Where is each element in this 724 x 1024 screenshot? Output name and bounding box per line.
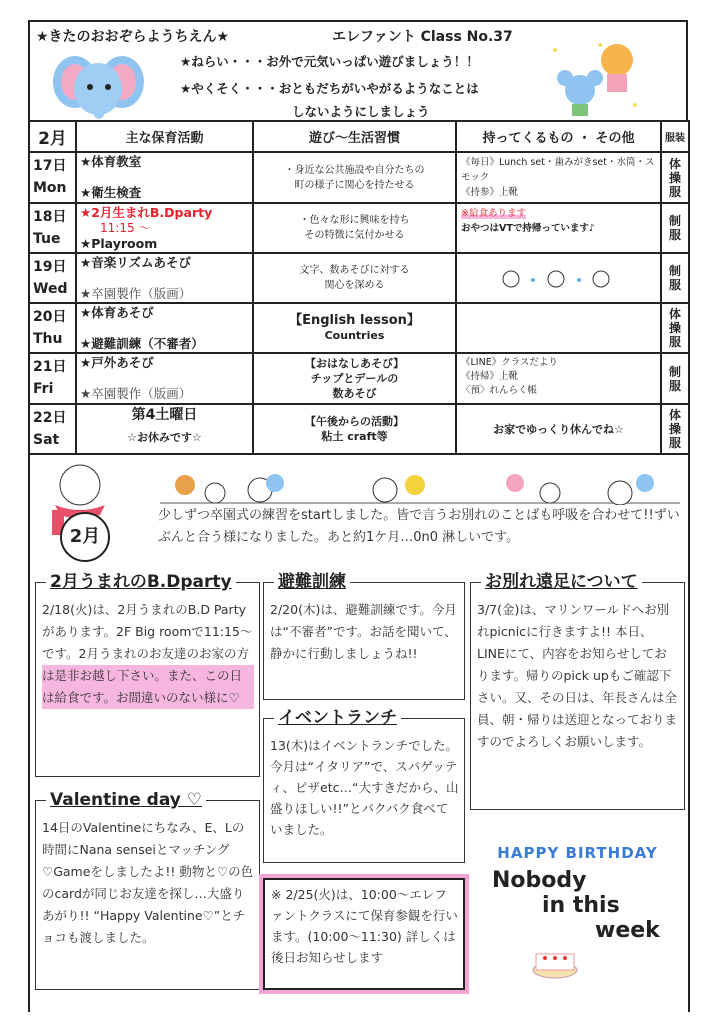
english-lesson-label: 【English lesson】 (289, 313, 420, 328)
promise-text-cont: しないようにしましょう (292, 104, 430, 119)
birthday-line-1: Nobody (492, 868, 587, 893)
activity: ★音楽リズムあそび (80, 255, 191, 270)
card-body: 3/7(金)は、マリンワールドへお別れpicnicに行きますよ!! 本日、LINEにて、内容をお知らせしております。帰りのpick upもご確認下さい。又、その日は、年長さんは全員、朝・帰りは送迎となっておりますのでよろしくお願いします。 (477, 602, 678, 749)
table-row (29, 253, 689, 303)
clothing: 制服 (669, 364, 682, 393)
card-body: ※ 2/25(火)は、10:00～エレファントクラスにて保育参観を行います。(10:00～11:30) 詳しくは後日お知らせします (271, 887, 458, 965)
card-title: 避難訓練 (274, 571, 350, 593)
date-cell (29, 353, 76, 404)
activity: ☆お休みです☆ (127, 431, 202, 444)
mouse-squirrel-illustration (545, 30, 645, 120)
clothing: 制服 (669, 214, 682, 242)
activity: ★避難訓練（不審者） (80, 336, 204, 351)
card-farewell-trip (470, 572, 685, 810)
date: 20日 (33, 309, 67, 325)
month-badge: 2月 (60, 512, 110, 562)
card-open-class-notice (263, 878, 465, 990)
items-cell: 《毎日》Lunch set・歯みがきset・水筒・スモック 《持参》上靴 (456, 152, 661, 203)
card-body: 2/18(火)は、2月うまれのB.D Partyがあります。2F Big roomで11:15～です。2月うまれのお友達のお家の方は是非お越し下さい。また、この日は給食です。お間違いのない様に♡ (42, 599, 254, 709)
card-title: Valentine day ♡ (46, 789, 206, 811)
items-cell (456, 253, 661, 303)
class-title: エレファント Class No.37 (332, 29, 513, 45)
col-header-activities: 主な保育活動 (76, 121, 253, 152)
date-cell (29, 152, 76, 203)
activity: ★Playroom (80, 236, 158, 251)
birthday-line-3: week (595, 918, 660, 943)
clothing-cell (661, 303, 689, 353)
lunch-alert: ※給食あります (461, 208, 526, 219)
card-valentine (35, 790, 260, 990)
habit-cell: ・身近な公共施設や自分たちの 町の様子に関心を持たせる (253, 152, 456, 203)
monthly-message: 少しずつ卒園式の練習をstartしました。皆で言うお別れのことばも呼吸を合わせて!!ずいぶんと合う様になりました。あと約1ケ月…0n0 淋しいです。 (158, 508, 680, 545)
activity-time-note: 11:15 ～ (100, 221, 151, 235)
activity-cell (76, 253, 253, 303)
birthday-box (470, 840, 685, 985)
activity-cell (76, 303, 253, 353)
animals-snow-border (160, 465, 690, 505)
aim-text: ★ねらい・・・お外で元気いっぱい遊びましょう！！ (180, 54, 479, 69)
weekday: Thu (33, 331, 63, 347)
clothing: 体操服 (669, 156, 682, 199)
items-cell (456, 303, 661, 353)
date-cell (29, 303, 76, 353)
birthday-line-2: in this (542, 893, 620, 918)
date: 21日 (33, 359, 67, 375)
birthday-heading: HAPPY BIRTHDAY (497, 844, 658, 862)
date-cell (29, 203, 76, 253)
table-row (29, 353, 689, 404)
items-cell (456, 203, 661, 253)
clothing: 体操服 (669, 307, 682, 349)
table-header-row (29, 121, 689, 152)
table-row (29, 404, 689, 454)
table-row (29, 152, 689, 203)
date: 19日 (33, 259, 67, 275)
clothing-cell (661, 253, 689, 303)
table-row (29, 203, 689, 253)
date-cell (29, 253, 76, 303)
habit-cell (253, 303, 456, 353)
weekday: Fri (33, 381, 54, 397)
activity: 第4土曜日 (131, 407, 198, 423)
weekday: Sat (33, 432, 60, 448)
habit-cell: ・色々な形に興味を持ち その特徴に気付かせる (253, 203, 456, 253)
table-row (29, 303, 689, 353)
habit-cell: 文字、数あそびに対する 関心を深める (253, 253, 456, 303)
activity: ★衛生検査 (80, 185, 142, 200)
col-header-clothing: 服装 (661, 121, 689, 152)
card-body: 2/20(木)は、避難訓練です。今月は“不審者”です。お話を聞いて、静かに行動しましょうね!! (270, 602, 457, 661)
card-body: 13(木)はイベントランチでした。今月は“イタリア”で、スパゲッティ、ピザetc…“大すきだから、山盛りほしい!!”とパクパク食べていました。 (270, 738, 459, 837)
cake-icon (530, 940, 580, 980)
habit-cell: 【おはなしあそび】 チップとデールの 数あそび (253, 353, 456, 404)
items-cell: お家でゆっくり休んでね☆ (456, 404, 661, 454)
clothing-cell (661, 353, 689, 404)
activity: ★体育あそび (80, 305, 154, 320)
clothing: 制服 (669, 264, 682, 292)
card-event-lunch (263, 708, 465, 863)
weekday: Tue (33, 231, 61, 247)
promise-text: ★やくそく・・・おともだちがいやがるようなことは (180, 81, 479, 96)
activity: ★2月生まれB.Dparty (80, 205, 213, 220)
activity-cell (76, 404, 253, 454)
card-title: イベントランチ (274, 707, 401, 729)
card-evacuation-drill (263, 572, 465, 700)
activity: ★戸外あそび (80, 355, 154, 370)
elephant-illustration (50, 47, 145, 122)
date-cell (29, 404, 76, 454)
date: 18日 (33, 209, 67, 225)
school-name: ★きたのおおぞらようちえん★ (36, 29, 230, 45)
clothing-cell (661, 203, 689, 253)
newsletter-header (28, 20, 688, 121)
card-title: 2月うまれのB.Dparty (46, 571, 236, 593)
items-cell: 《LINE》クラスだより 《持帰》上靴 〈預〉れんらく帳 (456, 353, 661, 404)
weekly-schedule-table (28, 120, 690, 455)
col-header-habits: 遊び～生活習慣 (253, 121, 456, 152)
clothing-cell (661, 404, 689, 454)
activity-cell (76, 203, 253, 253)
date: 17日 (33, 158, 67, 174)
card-body: 14日のValentineにちなみ、E、Lの時間にNana senseiとマッチング♡Gameをしましたよ!! 動物と♡の色のcardが同じお友達を探し…大盛りあがり!! “Happy Valentine♡”とチョコも渡しました。 (42, 820, 254, 945)
activity-cell (76, 152, 253, 203)
habit-cell: 【午後からの活動】 粘土 craft等 (253, 404, 456, 454)
card-birthday-party (35, 572, 260, 777)
weekday: Wed (33, 281, 68, 297)
activity: ★卒園製作（版画） (80, 386, 192, 401)
date: 22日 (33, 410, 67, 426)
month-header: 2月 (29, 121, 76, 152)
clothing-cell (661, 152, 689, 203)
children-snow-illustration (496, 264, 616, 294)
card-title: お別れ遠足について (481, 571, 642, 593)
english-lesson-topic: Countries (324, 329, 385, 342)
clothing: 体操服 (669, 408, 682, 450)
activity: ★体育教室 (80, 154, 142, 169)
items-text: おやつはVTで持帰っています♪ (461, 223, 595, 234)
activity-cell (76, 353, 253, 404)
weekday: Mon (33, 180, 67, 196)
activity: ★卒園製作（版画） (80, 286, 192, 301)
col-header-items: 持ってくるもの ・ その他 (456, 121, 661, 152)
